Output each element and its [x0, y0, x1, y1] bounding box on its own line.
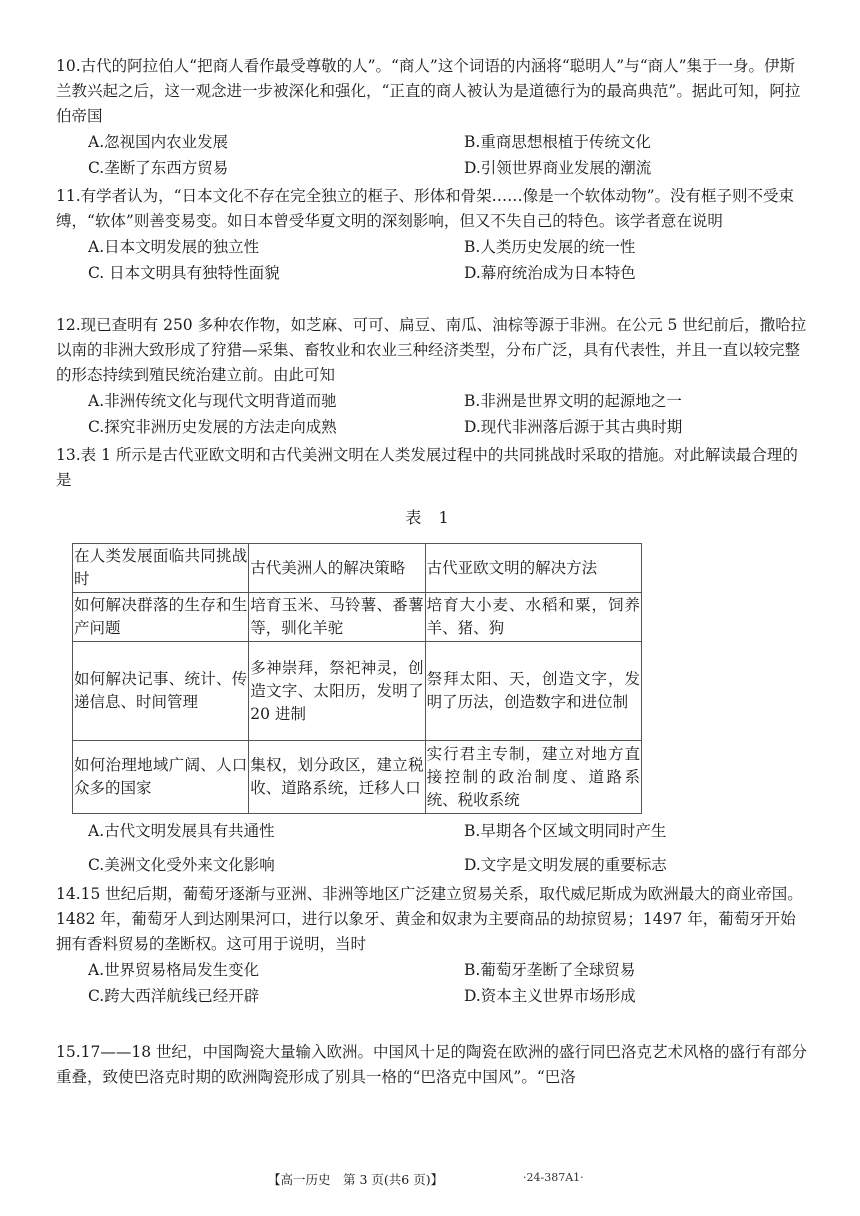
question-14	[56, 882, 808, 1009]
table-cell: 如何解决记事、统计、传递信息、时间管理	[73, 642, 249, 741]
table-row	[73, 741, 642, 814]
option-c: C.探究非洲历史发展的方法走向成熟	[88, 418, 337, 436]
option-d: D.文字是文明发展的重要标志	[464, 856, 667, 874]
table-header-cell: 古代亚欧文明的解决方法	[425, 544, 641, 593]
question-11	[56, 184, 808, 286]
question-15	[56, 1040, 808, 1090]
option-b: B.早期各个区域文明同时产生	[464, 822, 667, 840]
option-a: A.日本文明发展的独立性	[88, 238, 260, 256]
question-stem: 15.17——18 世纪，中国陶瓷大量输入欧洲。中国风十足的陶瓷在欧洲的盛行同巴洛克艺术风格的盛行有部分重叠，致使巴洛克时期的欧洲陶瓷形成了别具一格的“巴洛克中国风”。“巴洛	[56, 1043, 808, 1086]
option-c: C.跨大西洋航线已经开辟	[88, 987, 260, 1005]
option-d: D.现代非洲落后源于其古典时期	[464, 418, 683, 436]
table-cell: 集权，划分政区，建立税收、道路系统，迁移人口	[249, 741, 425, 814]
options-grid	[56, 388, 808, 440]
table-caption: 表 1	[405, 508, 455, 527]
option-d: D.资本主义世界市场形成	[464, 987, 636, 1005]
comparison-table	[72, 543, 642, 814]
page-number-label: 【高一历史 第 3 页(共6 页)】	[268, 1172, 444, 1187]
table-row	[73, 593, 642, 642]
options-grid	[56, 129, 808, 181]
options-grid	[56, 234, 808, 286]
options-grid	[56, 818, 808, 878]
question-stem: 11.有学者认为，“日本文化不存在完全独立的框子、形体和骨架……像是一个软体动物”。没有框子则不受束缚，“软体”则善变易变。如日本曾受华夏文明的深刻影响，但又不失自己的特色。该学者意在说明	[56, 187, 795, 230]
options-grid	[56, 957, 808, 1009]
table-cell: 多神崇拜，祭祀神灵，创造文字、太阳历，发明了 20 进制	[249, 642, 425, 741]
question-10	[56, 54, 808, 181]
table-header-row	[73, 544, 642, 593]
option-a: A.古代文明发展具有共通性	[88, 822, 275, 840]
option-b: B.重商思想根植于传统文化	[464, 133, 651, 151]
question-stem: 12.现已查明有 250 多种农作物，如芝麻、可可、扁豆、南瓜、油棕等源于非洲。在公元 5 世纪前后，撒哈拉以南的非洲大致形成了狩猎—采集、畜牧业和农业三种经济类型，分布广泛，具有代表性，并且一直以较完整的形态持续到殖民统治建立前。由此可知	[56, 316, 807, 384]
question-stem: 13.表 1 所示是古代亚欧文明和古代美洲文明在人类发展过程中的共同挑战时采取的措施。对此解读最合理的是	[56, 446, 798, 489]
option-a: A.忽视国内农业发展	[88, 133, 229, 151]
table-cell: 实行君主专制，建立对地方直接控制的政治制度、道路系统、税收系统	[425, 741, 641, 814]
question-stem: 10.古代的阿拉伯人“把商人看作最受尊敬的人”。“商人”这个词语的内涵将“聪明人”与“商人”集于一身。伊斯兰教兴起之后，这一观念进一步被深化和强化，“正直的商人被认为是道德行为的最高典范”。据此可知，阿拉伯帝国	[56, 57, 801, 125]
question-stem: 14.15 世纪后期，葡萄牙逐渐与亚洲、非洲等地区广泛建立贸易关系，取代威尼斯成为欧洲最大的商业帝国。1482 年，葡萄牙人到达刚果河口，进行以象牙、黄金和奴隶为主要商品的劫掠贸易；1497 年，葡萄牙开始拥有香料贸易的垄断权。这可用于说明，当时	[56, 885, 803, 953]
option-c: C.美洲文化受外来文化影响	[88, 856, 275, 874]
table-cell: 培育大小麦、水稻和粟，饲养羊、猪、狗	[425, 593, 641, 642]
option-d: D.引领世界商业发展的潮流	[464, 159, 652, 177]
option-d: D.幕府统治成为日本特色	[464, 264, 636, 282]
exam-code: ·24-387A1·	[523, 1171, 584, 1184]
option-a: A.非洲传统文化与现代文明背道而驰	[88, 392, 337, 410]
option-c: C.垄断了东西方贸易	[88, 159, 229, 177]
question-13-options	[56, 818, 808, 878]
question-12	[56, 313, 808, 440]
option-b: B.葡萄牙垄断了全球贸易	[464, 961, 636, 979]
table-header-cell: 在人类发展面临共同挑战时	[73, 544, 249, 593]
table-header-cell: 古代美洲人的解决策略	[249, 544, 425, 593]
table-row	[73, 642, 642, 741]
option-b: B.人类历史发展的统一性	[464, 238, 636, 256]
table-cell: 如何治理地域广阔、人口众多的国家	[73, 741, 249, 814]
table-cell: 祭拜太阳、天，创造文字，发明了历法，创造数字和进位制	[425, 642, 641, 741]
option-c: C. 日本文明具有独特性面貌	[88, 264, 280, 282]
option-a: A.世界贸易格局发生变化	[88, 961, 260, 979]
table-cell: 培育玉米、马铃薯、番薯等，驯化羊驼	[249, 593, 425, 642]
option-b: B.非洲是世界文明的起源地之一	[464, 392, 682, 410]
question-13	[56, 443, 808, 493]
table-cell: 如何解决群落的生存和生产问题	[73, 593, 249, 642]
